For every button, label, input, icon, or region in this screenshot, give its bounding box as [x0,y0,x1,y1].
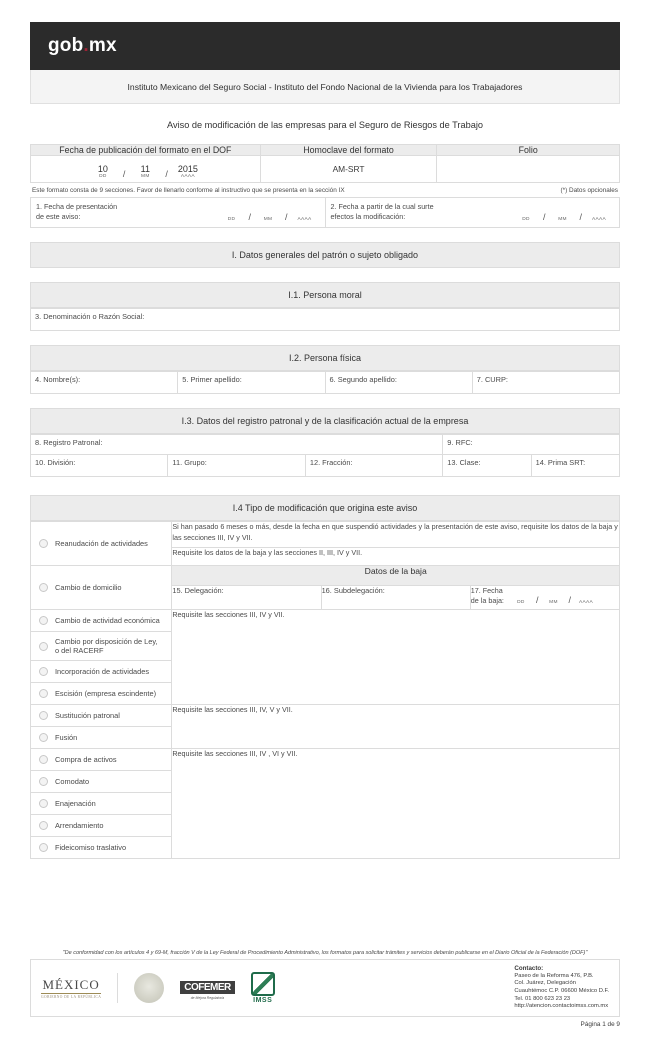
note-reanudacion: Si han pasado 6 meses o más, desde la fecha en que suspendió actividades y la presentación de este aviso, requisite los datos de la baja y las secciones III, IV y VII. [172,522,620,548]
field-17-year-label: AAAA [578,600,593,605]
cofemer-logo-main [180,977,235,995]
field-2-effective-date[interactable] [325,198,620,228]
row-sustitucion [31,705,620,727]
note-group-c: Requisite las secciones III, IV , VI y VII. [172,749,620,859]
dof-date-year [171,164,205,180]
field-2-label-line1: 2. Fecha a partir de la cual surte [330,202,434,211]
radio-button-icon[interactable] [39,755,48,764]
radio-button-icon[interactable] [39,711,48,720]
radio-button-icon[interactable] [39,799,48,808]
logo-divider [117,973,118,1003]
date-slash-icon: / [542,212,546,222]
field-2-month-label: MM [558,217,567,222]
date-slash-icon: / [248,212,251,222]
field-17-label [471,586,504,606]
dof-value-row [31,156,620,183]
dof-date-day-label: DD [99,174,107,179]
registro-row-2 [31,455,620,477]
field-1-day-label: DD [227,217,236,222]
field-1-day-value [230,207,233,217]
dof-date-cell[interactable] [31,156,261,183]
option-cambio-disposicion-label: Cambio por disposición de Ley, o del RACERF [55,637,158,655]
field-17-year-value [585,590,588,600]
cofemer-logo [180,977,235,1000]
section-1-3-heading: I.3. Datos del registro patronal y de la clasificación actual de la empresa [30,408,620,434]
footer-box [30,959,620,1017]
field-17-label-line2: de la baja: [470,596,504,605]
field-12-fraccion[interactable]: 12. Fracción: [305,455,442,477]
instructions-text: Este formato consta de 9 secciones. Favor de llenarlo conforme al instructivo que se presenta en la sección IX [32,187,345,194]
field-17-label-line1: 17. Fecha [470,586,503,595]
option-sustitucion[interactable] [31,705,171,726]
dof-date-header: Fecha de publicación del formato en el DOF [31,145,261,156]
note-group-b: Requisite las secciones III, IV, V y VII. [172,705,620,749]
page-footer [30,950,620,1028]
page-number: Página 1 de 9 [580,1021,620,1028]
option-fusion-cell[interactable] [31,727,172,749]
presentation-dates-table [30,197,620,228]
option-cambio-disposicion-cell[interactable] [31,632,172,661]
field-17-day [507,590,535,606]
dof-date-group [31,156,260,182]
field-17-month-label: MM [549,600,558,605]
row-reanudacion [31,522,620,548]
document-title: Aviso de modificación de las empresas para el Seguro de Riesgos de Trabajo [167,120,483,130]
folio-value [437,156,619,182]
gobmx-logo-dot: . [83,35,89,56]
field-1-year-label: AAAA [297,217,312,222]
row-cambio-actividad [31,610,620,632]
field-1-inner [36,201,320,224]
option-fideicomiso-label: Fideicomiso traslativo [55,843,127,852]
imss-emblem-icon [251,972,275,996]
field-5-primer-apellido[interactable]: 5. Primer apellido: [178,372,325,394]
section-1-4-heading: I.4 Tipo de modificación que origina este aviso [30,495,620,521]
mexico-gobierno-logo [41,978,101,999]
radio-button-icon[interactable] [39,777,48,786]
field-2-month-value [561,207,564,217]
field-17-fecha-baja[interactable] [470,586,619,610]
option-fusion-label: Fusión [55,733,78,742]
homoclave-cell[interactable] [260,156,437,183]
document-page [0,22,650,1046]
field-15-delegacion[interactable]: 15. Delegación: [172,586,321,610]
radio-button-icon[interactable] [39,642,48,651]
institute-banner [30,70,620,104]
option-cambio-actividad-label: Cambio de actividad económica [55,616,160,625]
option-reanudacion[interactable] [31,522,171,565]
option-incorporacion-cell[interactable] [31,661,172,683]
field-1-label-line2: de este aviso: [36,212,81,221]
option-arrendamiento[interactable] [31,815,171,836]
field-2-label [331,201,434,222]
option-cambio-actividad-cell[interactable] [31,610,172,632]
field-17-month-value [552,590,555,600]
field-17-inner [471,586,619,606]
section-1-heading: I. Datos generales del patrón o sujeto obligado [30,242,620,268]
field-17-day-value [520,590,523,600]
option-arrendamiento-label: Arrendamiento [55,821,104,830]
field-1-month-label: MM [263,217,273,222]
option-compra-activos-label: Compra de activos [55,755,117,764]
field-14-prima-srt[interactable]: 14. Prima SRT: [531,455,619,477]
field-8-registro-patronal[interactable]: 8. Registro Patronal: [31,435,443,455]
row-cambio-domicilio [31,566,620,586]
option-escision[interactable] [31,683,171,704]
dof-header-table [30,144,620,183]
option-compra-activos-cell[interactable] [31,749,172,771]
field-4-nombres[interactable]: 4. Nombre(s): [31,372,178,394]
persona-moral-row [31,309,620,331]
presentation-dates-row [31,198,620,228]
dof-date-year-label: AAAA [180,174,195,179]
option-escision-cell[interactable] [31,683,172,705]
radio-button-icon[interactable] [39,821,48,830]
contact-phone: Tel. 01 800 623 23 23 [514,995,571,1002]
option-enajenacion-label: Enajenación [55,799,96,808]
dof-date-month [128,164,162,180]
option-comodato-cell[interactable] [31,771,172,793]
persona-moral-table [30,308,620,331]
field-10-division[interactable]: 10. División: [31,455,168,477]
option-enajenacion[interactable] [31,793,171,814]
date-slash-icon: / [284,212,288,222]
field-1-year [290,207,320,223]
option-incorporacion-label: Incorporación de actividades [55,667,150,676]
radio-button-icon[interactable] [39,667,48,676]
option-fideicomiso[interactable] [31,837,171,858]
option-reanudacion-cell[interactable] [31,522,172,566]
option-comodato-label: Comodato [55,777,90,786]
field-1-label [36,201,117,222]
instructions-row [30,183,620,197]
mexico-logo-subtitle: GOBIERNO DE LA REPÚBLICA [41,994,102,999]
field-2-inner [331,201,615,224]
option-cambio-domicilio-cell[interactable] [31,566,172,610]
field-16-subdelegacion[interactable]: 16. Subdelegación: [321,586,470,610]
persona-fisica-row [31,372,620,394]
cofemer-logo-subtitle: de Mejora Regulatoria [190,995,225,1000]
imss-logo-text: IMSS [253,997,273,1004]
radio-button-icon[interactable] [39,616,48,625]
field-9-rfc[interactable]: 9. RFC: [443,435,620,455]
dof-date-month-label: MM [141,174,150,179]
field-1-label-line1: 1. Fecha de presentación [36,202,118,211]
field-1-month-value [267,207,270,217]
radio-button-icon[interactable] [39,539,48,548]
eagle-seal-icon [134,973,164,1003]
contact-block [514,965,609,1011]
tipo-modificacion-table [30,521,620,859]
contact-url[interactable]: http://atencion.contactoimss.com.mx [514,1003,609,1010]
date-slash-icon: / [568,595,571,605]
field-2-day [511,207,541,223]
optional-data-note: (*) Datos opcionales [560,187,618,194]
option-comodato[interactable] [31,771,171,792]
option-incorporacion[interactable] [31,661,171,682]
radio-button-icon[interactable] [39,689,48,698]
field-2-month [547,207,577,223]
field-1-year-value [303,207,306,217]
date-slash-icon: / [122,169,126,179]
field-6-segundo-apellido[interactable]: 6. Segundo apellido: [325,372,472,394]
mexico-logo-rule [41,993,101,994]
field-2-year [584,207,614,223]
registro-row-1 [31,435,620,455]
option-compra-activos[interactable] [31,749,171,770]
section-1-1-heading: I.1. Persona moral [30,282,620,308]
field-11-grupo[interactable]: 11. Grupo: [168,455,305,477]
datos-baja-heading: Datos de la baja [172,566,620,586]
field-3-denominacion[interactable]: 3. Denominación o Razón Social: [31,309,620,331]
field-17-year [572,590,600,606]
dof-date-month-value: 11 [140,164,151,174]
contact-address-1: Paseo de la Reforma 476, P.B. [514,972,594,979]
option-reanudacion-label: Reanudación de actividades [55,539,148,548]
date-slash-icon: / [165,169,168,179]
section-1-2-heading: I.2. Persona física [30,345,620,371]
institute-name: Instituto Mexicano del Seguro Social - Instituto del Fondo Nacional de la Vivienda para los Trabajadores [127,81,523,92]
option-cambio-actividad[interactable] [31,610,171,631]
radio-button-icon[interactable] [39,583,48,592]
option-sustitucion-label: Sustitución patronal [55,711,120,720]
field-2-day-value [525,207,528,217]
date-slash-icon: / [579,212,582,222]
persona-fisica-table [30,371,620,394]
field-2-label-line2: efectos la modificación: [330,212,406,221]
field-17-date-group [507,590,600,606]
gobmx-logo-prefix: gob [48,35,84,56]
legal-disclaimer: "De conformidad con los artículos 4 y 69-M, fracción V de la Ley Federal de Procedimiento Administrativo, los formatos para solicitar trámites y servicios deberán publicarse en el Diario Oficial de la Federación (DOF)" [62,950,588,956]
option-cambio-disposicion[interactable] [31,632,171,660]
cofemer-logo-word: COFEMER [180,981,235,994]
footer-logos [41,972,275,1004]
gobmx-logo[interactable] [48,35,117,57]
contact-address-2: Col. Juárez, Delegación [514,980,576,987]
field-1-date-group [216,207,319,224]
gobmx-logo-suffix: mx [88,35,117,56]
gobmx-header-bar [30,22,620,70]
option-sustitucion-cell[interactable] [31,705,172,727]
row-compra-activos [31,749,620,771]
option-enajenacion-cell[interactable] [31,793,172,815]
folio-header: Folio [437,145,620,156]
contact-address-3: Cuauhtémoc C.P. 06600 México D.F. [514,988,609,994]
homoclave-header: Homoclave del formato [260,145,437,156]
field-7-curp[interactable]: 7. CURP: [472,372,619,394]
dof-date-day-value: 10 [97,164,108,174]
radio-button-icon[interactable] [39,843,48,852]
mexico-logo-word: MÉXICO [42,976,100,992]
field-17-month [539,590,567,606]
contact-title: Contacto: [514,965,544,973]
folio-cell[interactable] [437,156,620,183]
note-group-a: Requisite las secciones III, IV y VII. [172,610,620,705]
field-17-day-label: DD [517,600,525,605]
field-1-presentation-date[interactable] [31,198,326,228]
homoclave-value: AM-SRT [332,164,365,174]
dof-header-row [31,145,620,156]
date-slash-icon: / [535,595,539,605]
imss-logo [251,972,275,1004]
radio-button-icon[interactable] [39,733,48,742]
field-2-year-value [598,207,601,217]
note-domicilio: Requisite los datos de la baja y las secciones II, III, IV y VII. [172,547,620,565]
option-arrendamiento-cell[interactable] [31,815,172,837]
field-2-day-label: DD [522,217,530,222]
field-2-year-label: AAAA [592,217,606,222]
registro-patronal-table [30,434,620,477]
field-13-clase[interactable]: 13. Clase: [443,455,531,477]
field-2-date-group [511,207,614,224]
option-cambio-domicilio-label: Cambio de domicilio [55,583,122,592]
dof-date-year-value: 2015 [177,164,198,174]
option-cambio-domicilio[interactable] [31,566,171,609]
field-1-day [216,207,246,223]
option-fusion[interactable] [31,727,171,748]
field-1-month [253,207,283,223]
option-fideicomiso-cell[interactable] [31,837,172,859]
option-escision-label: Escisión (empresa escindente) [55,689,157,698]
dof-date-day [86,164,120,180]
